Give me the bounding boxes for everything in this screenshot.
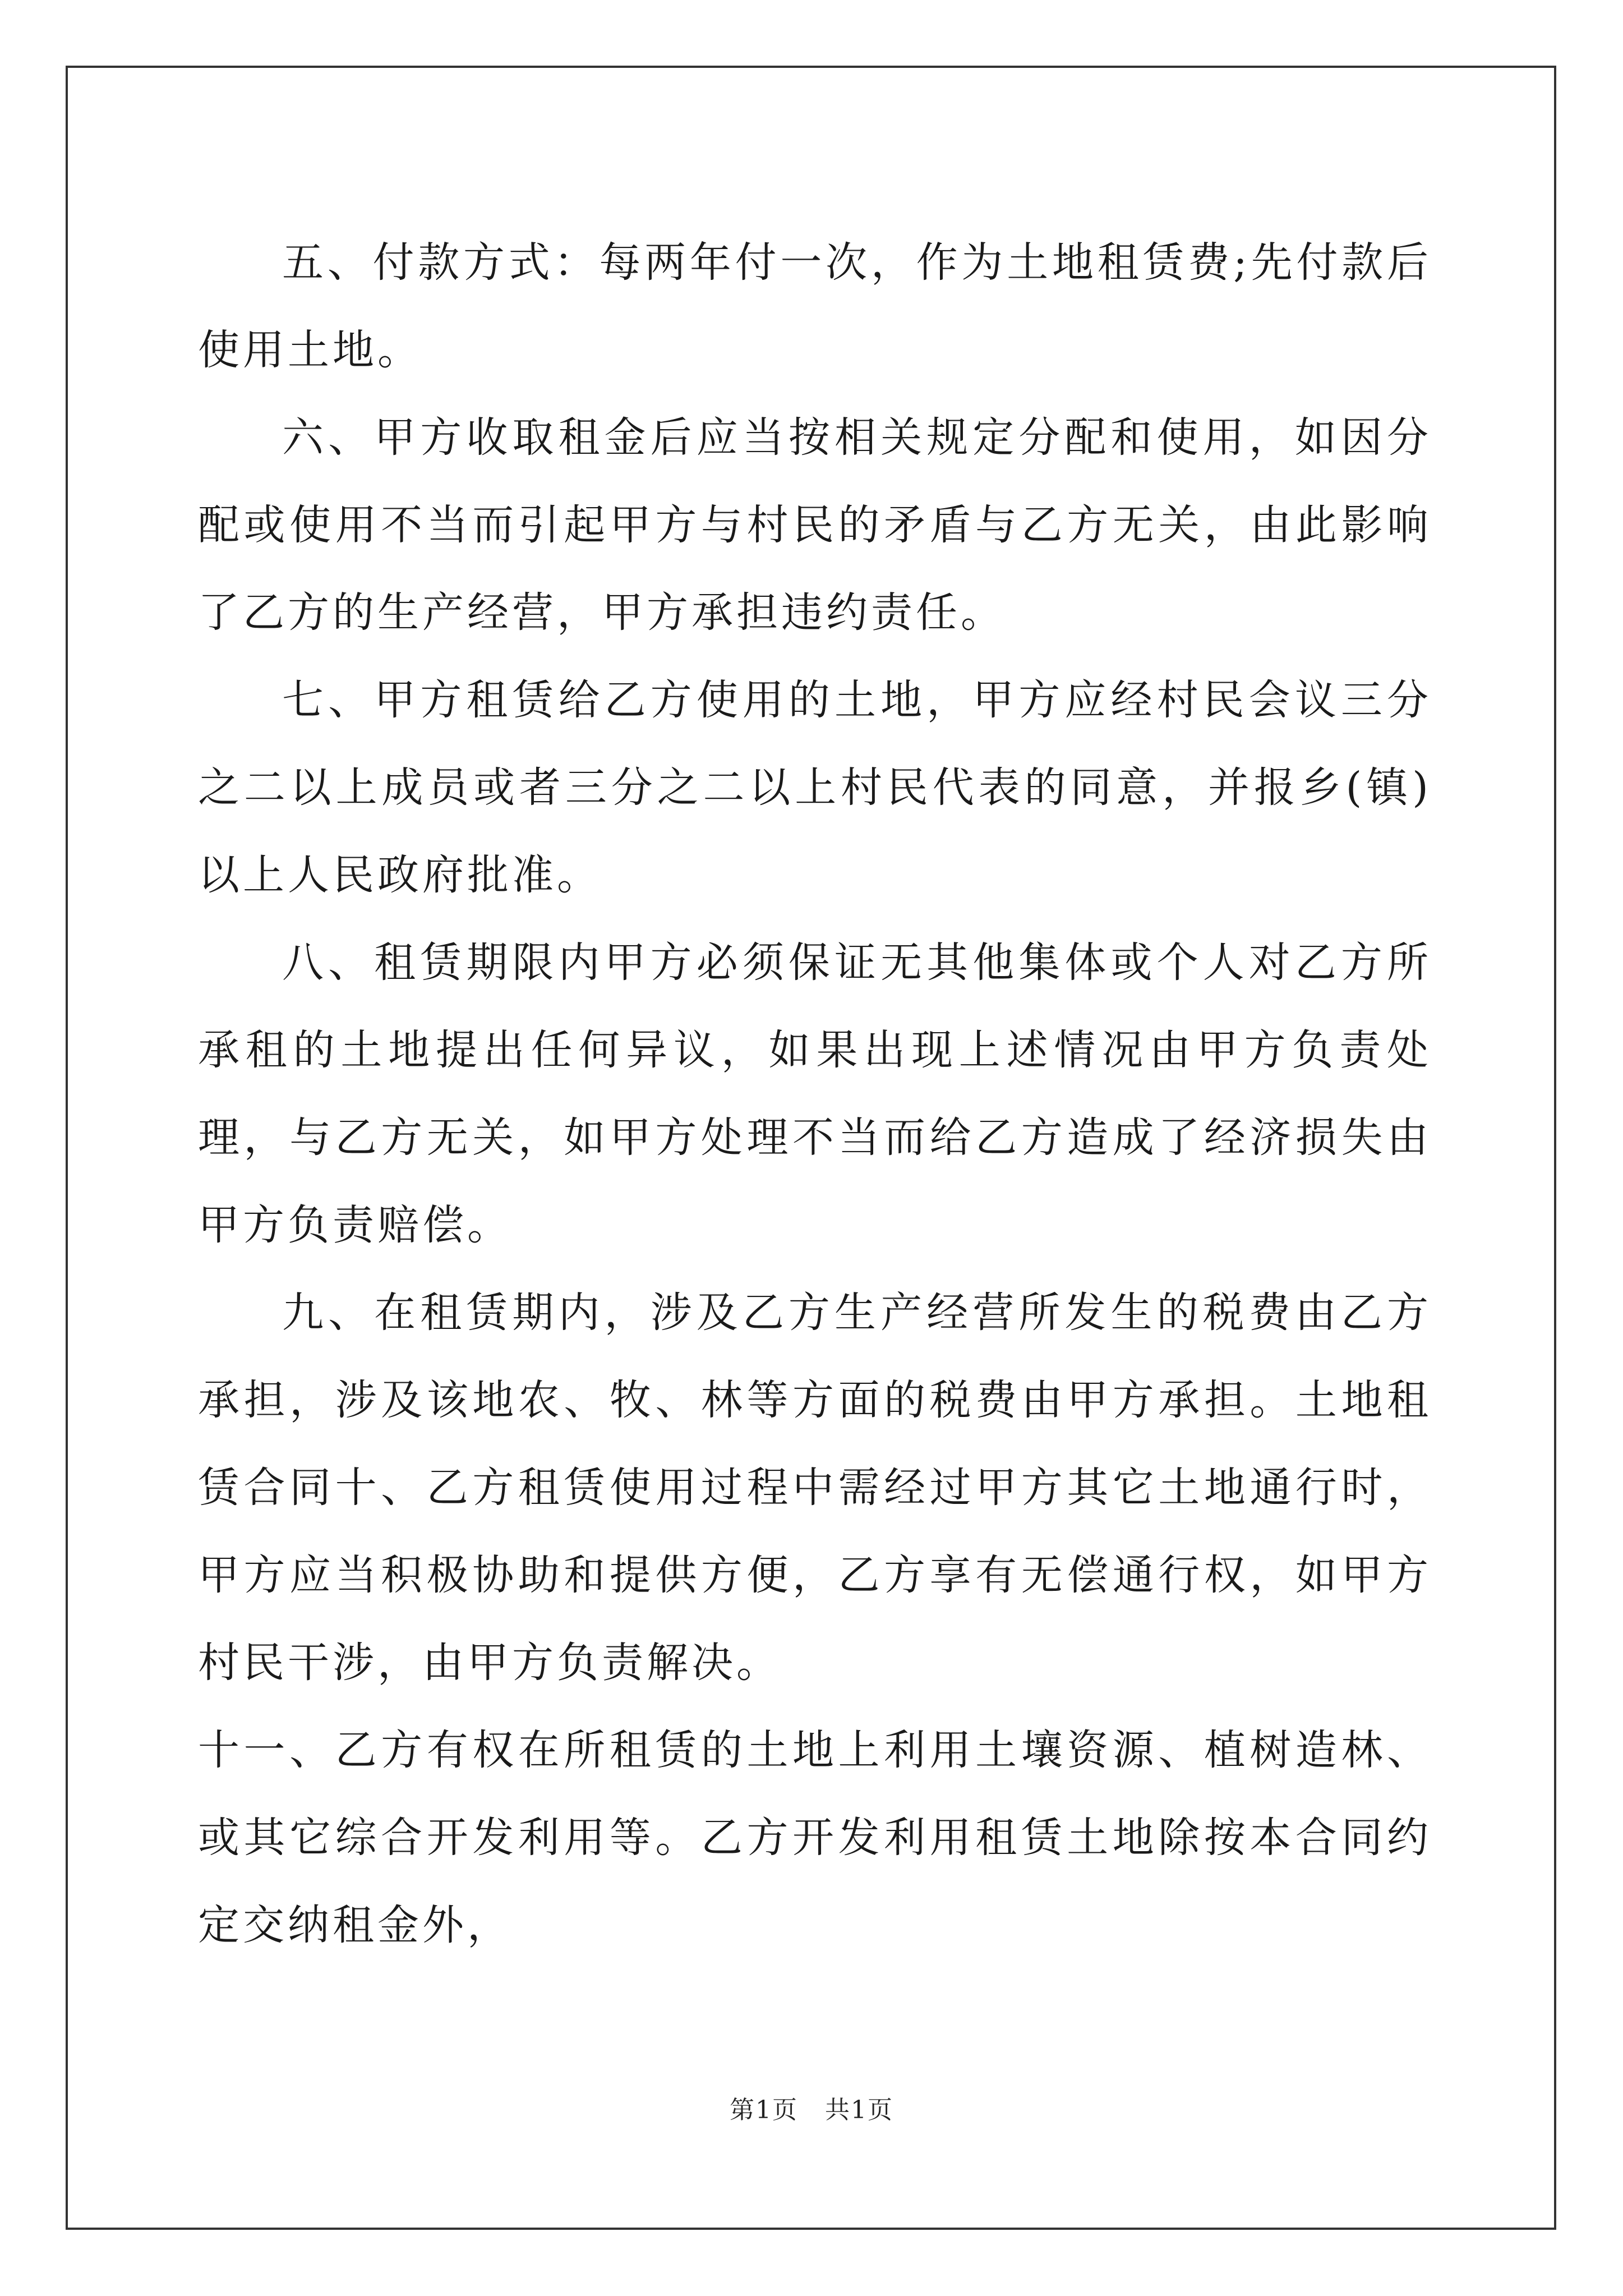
document-body (198, 219, 1432, 1969)
clause-11: 十一、乙方有权在所租赁的土地上利用土壤资源、植树造林、或其它综合开发利用等。乙方开发利用租赁土地除按本合同约定交纳租金外， (198, 1726, 1432, 1949)
clause-9-10: 九、在租赁期内，涉及乙方生产经营所发生的税费由乙方承担，涉及该地农、牧、林等方面的税费由甲方承担。土地租赁合同十、乙方租赁使用过程中需经过甲方其它土地通行时，甲方应当积极协助和提供方便，乙方享有无偿通行权，如甲方村民干涉，由甲方负责解决。 (198, 1289, 1432, 1687)
clause-7: 七、甲方租赁给乙方使用的土地，甲方应经村民会议三分之二以上成员或者三分之二以上村民代表的同意，并报乡(镇)以上人民政府批准。 (198, 676, 1432, 899)
clause-5: 五、付款方式：每两年付一次，作为土地租赁费;先付款后使用土地。 (198, 238, 1432, 374)
page-number: 第1页 (730, 2096, 798, 2124)
page-total: 共1页 (825, 2096, 893, 2124)
clause-6: 六、甲方收取租金后应当按相关规定分配和使用，如因分配或使用不当而引起甲方与村民的矛盾与乙方无关，由此影响了乙方的生产经营，甲方承担违约责任。 (198, 413, 1432, 637)
clause-8: 八、租赁期限内甲方必须保证无其他集体或个人对乙方所承租的土地提出任何异议，如果出现上述情况由甲方负责处理，与乙方无关，如甲方处理不当而给乙方造成了经济损失由甲方负责赔偿。 (198, 938, 1432, 1249)
page-footer (0, 2090, 1623, 2125)
